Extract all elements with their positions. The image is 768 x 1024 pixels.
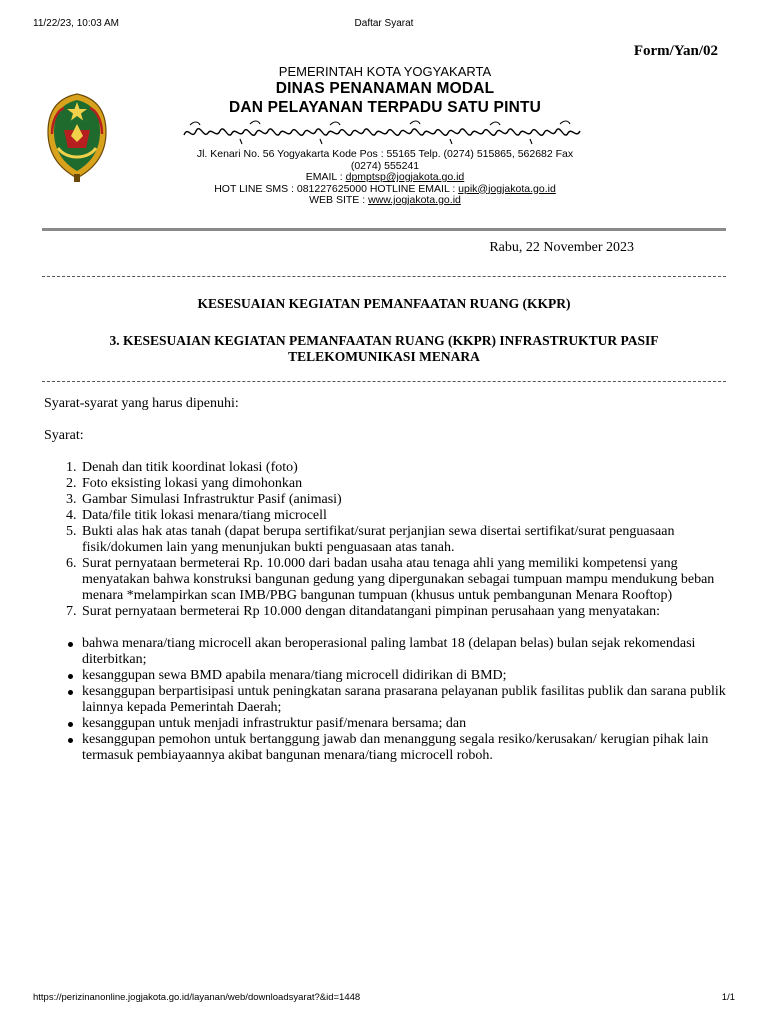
hotline-email-link[interactable]: upik@jogjakota.go.id: [458, 182, 556, 195]
bullet-item-text: kesanggupan pemohon untuk bertanggung jawab dan menanggung segala resiko/kerusakan/ kerugian pihak lain termasuk pembiayaannya akibat bangunan menara/tiang microcell roboh.: [82, 732, 709, 763]
print-url: https://perizinanonline.jogjakota.go.id/layanan/web/downloadsyarat?&id=1448: [33, 992, 361, 1003]
agency-name-line-2: DAN PELAYANAN TERPADU SATU PINTU: [228, 99, 542, 116]
list-item-number: 6.: [66, 556, 77, 571]
address-line-1: Jl. Kenari No. 56 Yogyakarta Kode Pos : 55165 Telp. (0274) 515865, 562682 Fax: [196, 148, 574, 160]
bullet-item-text: kesanggupan untuk menjadi infrastruktur pasif/menara bersama; dan: [82, 716, 467, 731]
bullet-item: [44, 668, 728, 684]
print-header: [33, 18, 735, 32]
website-link[interactable]: www.jogjakota.go.id: [368, 194, 461, 206]
website-row: [180, 195, 590, 207]
letterhead-divider: [42, 228, 726, 231]
form-code: Form/Yan/02: [633, 43, 718, 59]
list-item: [44, 508, 728, 524]
statements-list: [44, 636, 728, 764]
bullet-item-text: bahwa menara/tiang microcell akan beroperasional paling lambat 18 (delapan belas) bulan sejak rekomendasi diterbitkan;: [82, 636, 696, 667]
list-item: [44, 492, 728, 508]
print-footer: [33, 992, 735, 1004]
list-item-text: Foto eksisting lokasi yang dimohonkan: [82, 476, 303, 491]
list-item-number: 5.: [66, 524, 77, 539]
list-item-number: 3.: [66, 492, 77, 507]
bullet-icon: [68, 722, 73, 727]
list-item: [44, 524, 728, 556]
document-date: Rabu, 22 November 2023: [489, 240, 634, 255]
yogyakarta-coat-of-arms-icon: [44, 90, 110, 186]
list-item-text: Bukti alas hak atas tanah (dapat berupa sertifikat/surat perjanjian sewa disertai sertifikat/surat penguasaan fisik/dokumen lain yang menunjukan bukti penguasaan atas tanah.: [82, 524, 675, 555]
page-number: 1/1: [721, 992, 735, 1003]
list-item: [44, 460, 728, 476]
email-label: EMAIL :: [305, 171, 346, 183]
bullet-icon: [68, 690, 73, 695]
dashed-divider-top: [42, 276, 726, 277]
list-item: [44, 476, 728, 492]
syarat-label: Syarat:: [44, 428, 84, 443]
bullet-icon: [68, 674, 73, 679]
bullet-item: [44, 716, 728, 732]
print-timestamp: 11/22/23, 10:03 AM: [33, 18, 119, 29]
address-line-2: (0274) 555241: [350, 159, 420, 172]
document-subtitle: 3. KESESUAIAN KEGIATAN PEMANFAATAN RUANG (KKPR) INFRASTRUKTUR PASIF TELEKOMUNIKASI MENARA: [109, 333, 659, 364]
government-name: PEMERINTAH KOTA YOGYAKARTA: [278, 64, 492, 79]
list-item-text: Surat pernyataan bermeterai Rp 10.000 dengan ditandatangani pimpinan perusahaan yang menyatakan:: [82, 604, 661, 619]
list-item-number: 4.: [66, 508, 77, 523]
bullet-item: [44, 636, 728, 668]
hotline-label: HOT LINE SMS : 081227625000 HOTLINE EMAIL :: [214, 182, 459, 195]
list-item-number: 2.: [66, 476, 77, 491]
print-document-title: Daftar Syarat: [354, 18, 414, 29]
list-item-text: Gambar Simulasi Infrastruktur Pasif (animasi): [82, 492, 342, 507]
letterhead: [180, 64, 590, 207]
list-item: [44, 604, 728, 620]
bullet-icon: [68, 738, 73, 743]
email-link[interactable]: dpmptsp@jogjakota.go.id: [345, 171, 465, 183]
list-item-text: Data/file titik lokasi menara/tiang microcell: [82, 508, 327, 523]
list-item-number: 7.: [66, 604, 77, 619]
dashed-divider-bottom: [42, 381, 726, 382]
agency-name-line-1: DINAS PENANAMAN MODAL: [275, 80, 495, 97]
requirements-body: [44, 396, 728, 764]
list-item: [44, 556, 728, 604]
website-label: WEB SITE :: [309, 194, 369, 206]
list-item-text: Surat pernyataan bermeterai Rp. 10.000 dari badan usaha atau tenaga ahli yang memiliki kompetensi yang menyatakan bahwa konstruksi bangunan gedung yang dipergunakan sebagai tumpuan mampu mendukung beban menara *melampirkan scan IMB/PBG bangunan tumpuan (khusus untuk pembangunan Menara Rooftop): [82, 556, 715, 603]
bullet-item: [44, 732, 728, 764]
requirements-list: [44, 460, 728, 620]
javanese-script-icon: [180, 119, 590, 145]
bullet-item-text: kesanggupan berpartisipasi untuk peningkatan sarana prasarana pelayanan publik fasilitas publik dan sarana publik lainnya kepada Pemerintah Daerah;: [82, 684, 726, 715]
document-title: KESESUAIAN KEGIATAN PEMANFAATAN RUANG (KKPR): [197, 296, 571, 311]
list-item-number: 1.: [66, 460, 77, 475]
bullet-icon: [68, 642, 73, 647]
lead-text: Syarat-syarat yang harus dipenuhi:: [44, 396, 239, 411]
bullet-item-text: kesanggupan sewa BMD apabila menara/tiang microcell didirikan di BMD;: [82, 668, 507, 683]
list-item-text: Denah dan titik koordinat lokasi (foto): [82, 460, 298, 475]
bullet-item: [44, 684, 728, 716]
